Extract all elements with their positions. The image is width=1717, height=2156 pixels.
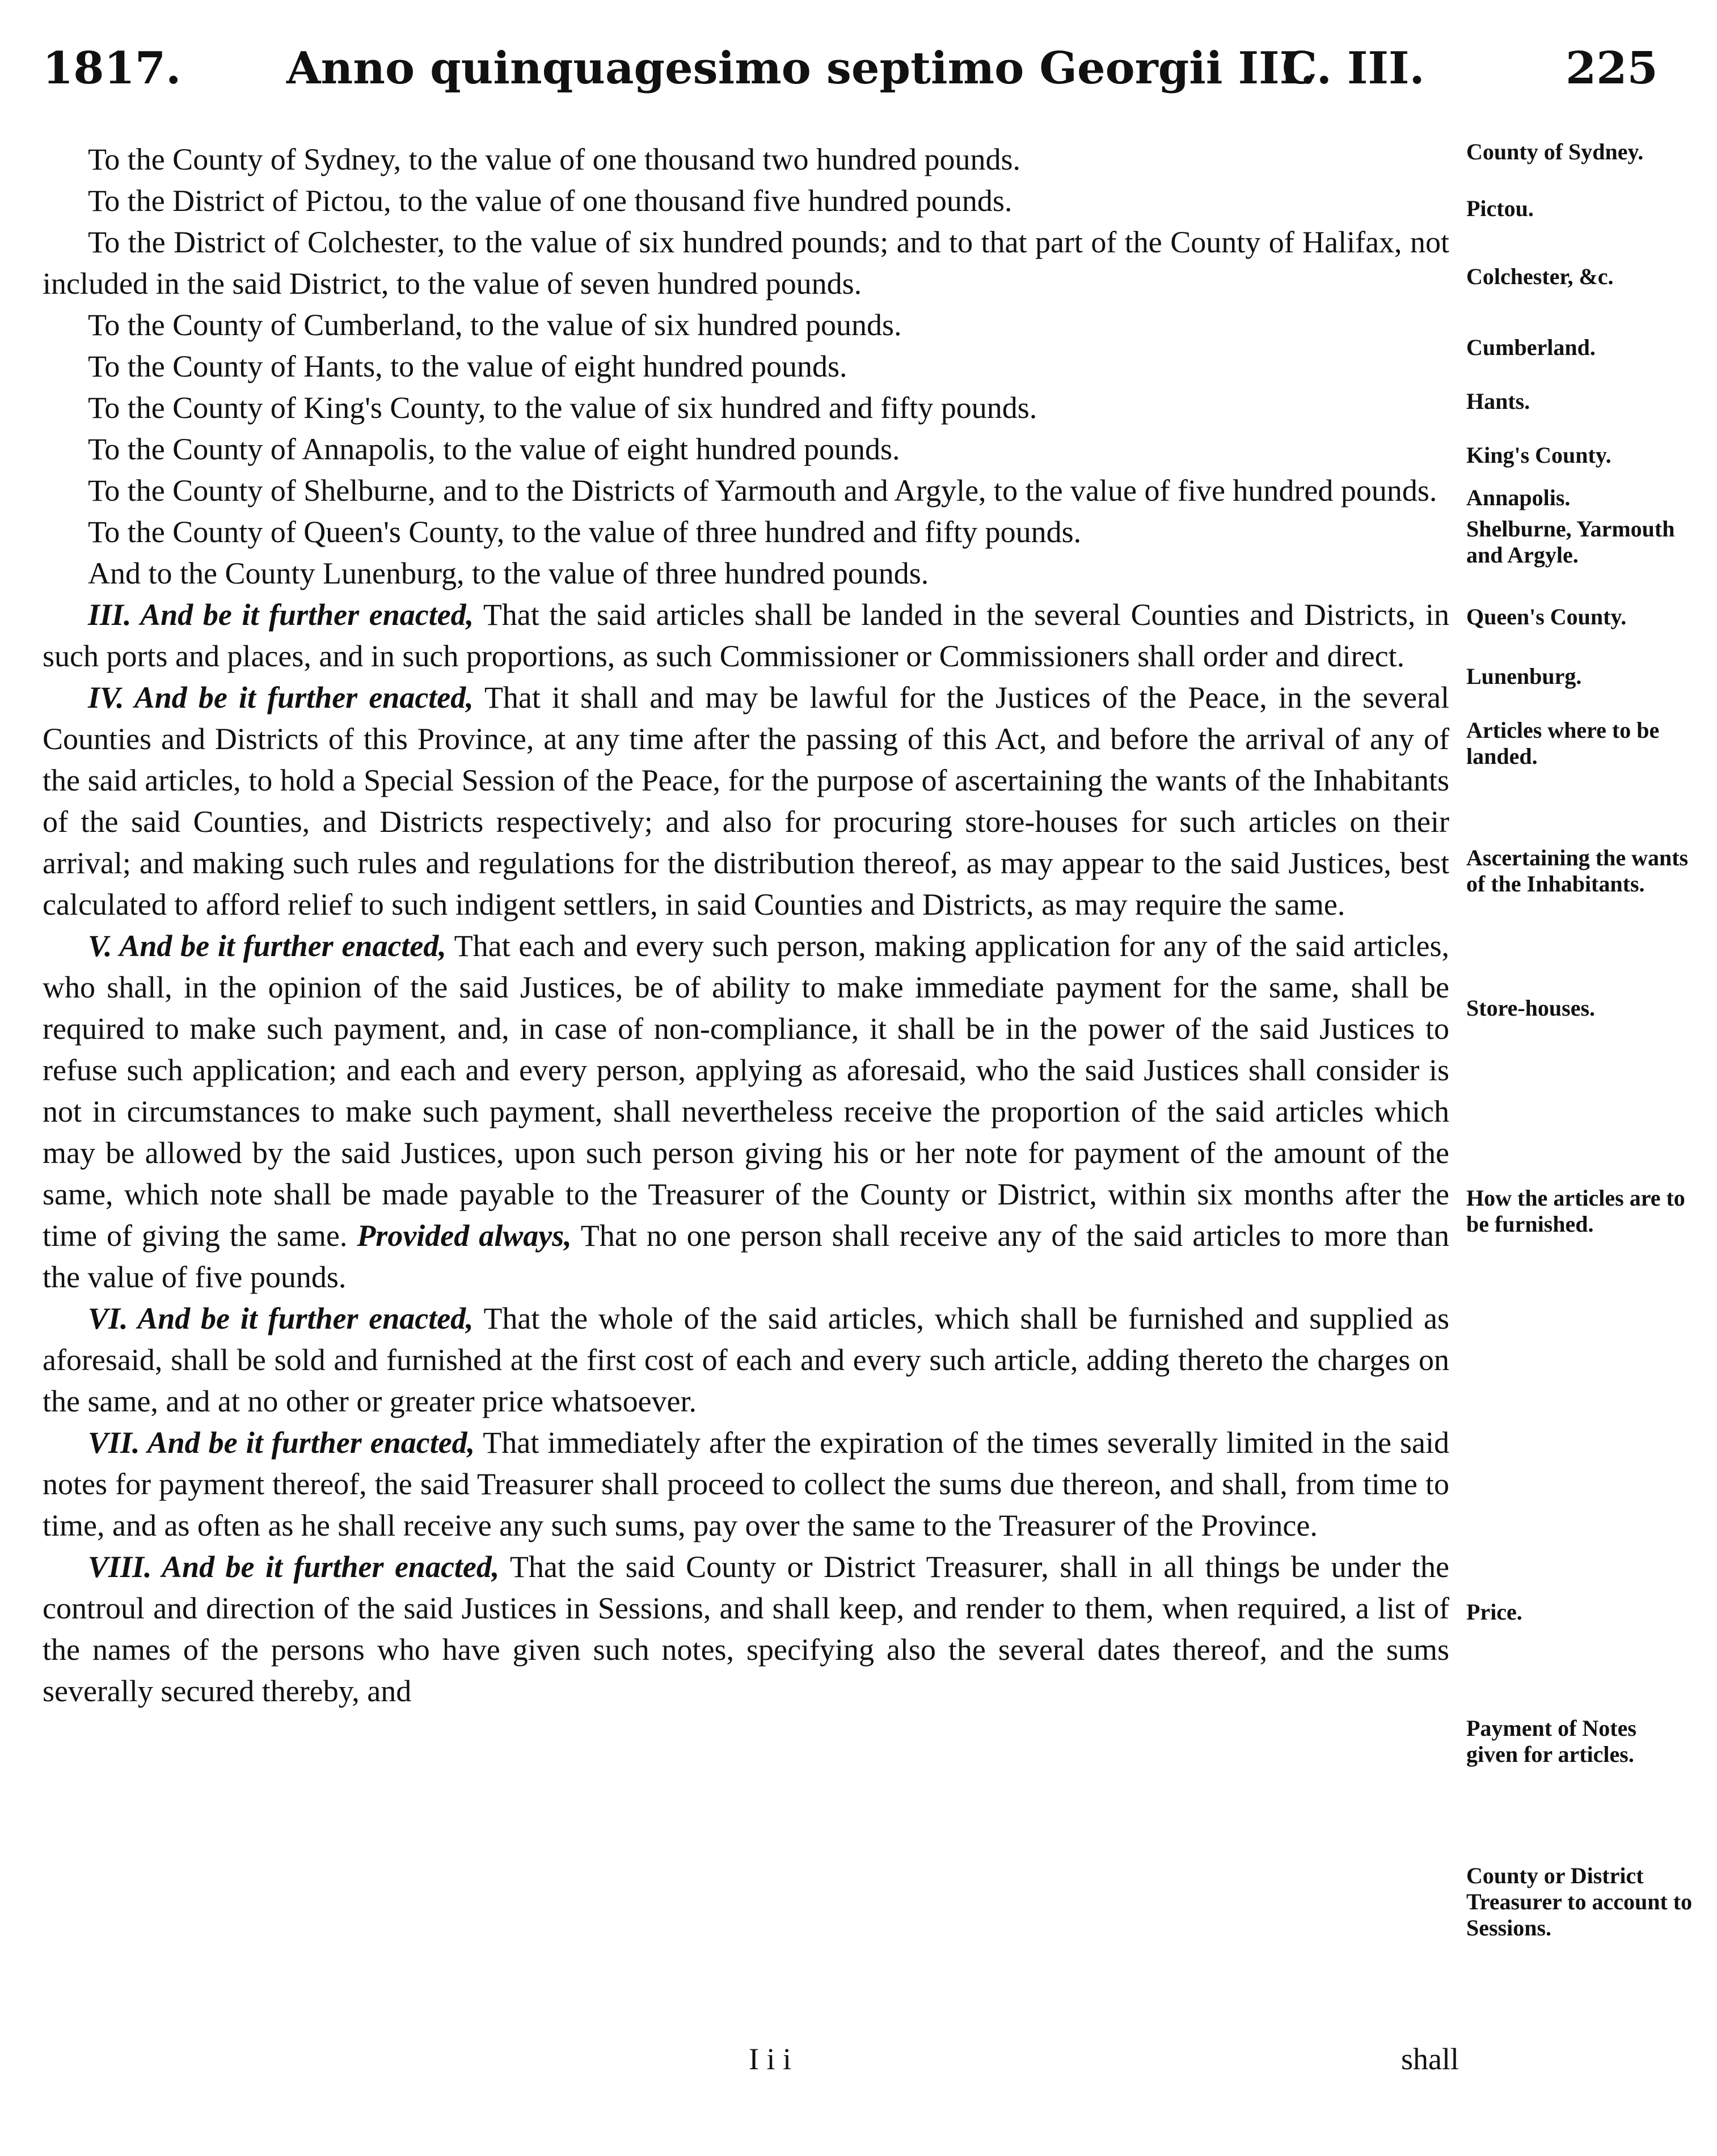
section-viii (43, 1546, 1449, 1712)
margin-note: County or District Treasurer to account to Sessions. (1466, 1863, 1693, 1941)
county-line: To the County of Queen's County, to the value of three hundred and fifty pounds. (88, 515, 1082, 549)
county-line: To the County of Shelburne, and to the Districts of Yarmouth and Argyle, to the value of five hundred pounds. (88, 474, 1437, 508)
county-line: To the County of Hants, to the value of eight hundred pounds. (88, 349, 847, 383)
margin-note: Ascertaining the wants of the Inhabitants. (1466, 845, 1689, 897)
page-footer (0, 2041, 1717, 2087)
section-text: That each and every such person, making application for any of the said articles, who shall, in the opinion of the said Justices, be of ability to make immediate payment for the same, shall be required to make such payment, and, in case of non-compliance, it shall be in the power of the said Justices to refuse such application; and each and every person, applying as aforesaid, who the said Justices shall consider is not in circumstances to make such payment, shall nevertheless receive the proportion of the said articles which may be allowed by the said Justices, upon such person giving his or her note for payment of the amount of the same, which note shall be made payable to the Treasurer of the County or District, within six months after the time of giving the same. (43, 929, 1449, 1253)
page-number: 225 (1566, 43, 1658, 94)
section-text: That the whole of the said articles, which shall be furnished and supplied as aforesaid, shall be sold and furnished at the first cost of each and every such article, adding thereto the charges on the same, and at no other or greater price whatsoever. (43, 1301, 1449, 1418)
margin-note: County of Sydney. (1466, 139, 1644, 164)
section-v (43, 925, 1449, 1298)
proviso-text: That no one person shall receive any of the said articles to more than the value of five pounds. (43, 1219, 1450, 1294)
margin-note: Store-houses. (1466, 995, 1596, 1021)
header-chapter: C. III. (1282, 43, 1425, 94)
margin-note: Payment of Notes given for articles. (1466, 1715, 1636, 1767)
county-line: To the County of Cumberland, to the value of six hundred pounds. (88, 308, 902, 342)
county-line: And to the County Lunenburg, to the value of three hundred pounds. (88, 556, 929, 590)
county-line: To the District of Pictou, to the value of one thousand five hundred pounds. (88, 184, 1013, 218)
margin-note: Pictou. (1466, 196, 1534, 221)
section-iv (43, 677, 1449, 925)
section-lead: VIII. And be it further enacted, (88, 1550, 500, 1584)
margin-note: Lunenburg. (1466, 663, 1582, 689)
margin-note: Shelburne, Yarmouth and Argyle. (1466, 516, 1675, 568)
header-year: 1817. (43, 43, 182, 94)
county-line: To the County of King's County, to the value of six hundred and fifty pounds. (88, 391, 1037, 425)
margin-note: Cumberland. (1466, 335, 1596, 360)
county-line: To the District of Colchester, to the value of six hundred pounds; and to that part of the County of Halifax, not included in the said District, to the value of seven hundred pounds. (43, 225, 1449, 301)
margin-note: Price. (1466, 1599, 1522, 1625)
county-line: To the County of Sydney, to the value of one thousand two hundred pounds. (88, 142, 1020, 176)
margin-note: Articles where to be landed. (1466, 717, 1660, 769)
section-text: That it shall and may be lawful for the Justices of the Peace, in the several Counties and Districts of this Province, at any time after the passing of this Act, and before the arrival of any of the said articles, to hold a Special Session of the Peace, for the purpose of ascertaining the wants of the Inhabitants of the said Counties, and Districts respectively; and also for procuring store-houses for such articles on their arrival; and making such rules and regulations for the distribution thereof, as may appear to the said Justices, best calculated to afford relief to such indigent settlers, in said Counties and Districts, as may require the same. (43, 680, 1449, 921)
section-iii (43, 594, 1449, 677)
margin-note: King's County. (1466, 442, 1611, 468)
margin-note: Annapolis. (1466, 485, 1571, 510)
header-title: Anno quinquagesimo septimo Georgii III. (286, 43, 1316, 94)
section-lead: IV. And be it further enacted, (88, 680, 474, 715)
margin-note: Colchester, &c. (1466, 264, 1614, 289)
section-lead: VI. And be it further enacted, (88, 1301, 474, 1335)
signature-mark: I i i (749, 2042, 791, 2076)
catchword: shall (1401, 2042, 1459, 2076)
margin-note: Queen's County. (1466, 604, 1627, 629)
section-text: That immediately after the expiration of the times severally limited in the said notes for payment thereof, the said Treasurer shall proceed to collect the sums due thereon, and shall, from time to time, and as often as he shall receive any such sums, pay over the same to the Treasurer of the Province. (43, 1426, 1449, 1542)
proviso-lead: Provided always, (357, 1219, 572, 1253)
margin-note: Hants. (1466, 388, 1530, 414)
section-lead: III. And be it further enacted, (88, 598, 474, 632)
section-text: That the said County or District Treasurer, shall in all things be under the controul and direction of the said Justices in Sessions, and shall keep, and render to them, when required, a list of the names of the persons who have given such notes, specifying also the several dates thereof, and the sums severally secured thereby, and (43, 1550, 1449, 1708)
section-lead: V. And be it further enacted, (88, 929, 446, 963)
county-line: To the County of Annapolis, to the value of eight hundred pounds. (88, 432, 900, 466)
section-vi (43, 1298, 1449, 1422)
running-header (0, 31, 1717, 116)
section-lead: VII. And be it further enacted, (88, 1426, 475, 1460)
margin-note: How the articles are to be furnished. (1466, 1185, 1685, 1237)
section-vii (43, 1422, 1449, 1546)
body-text (43, 139, 1449, 1712)
section-text: That the said articles shall be landed in the several Counties and Districts, in such ports and places, and in such proportions, as such Commissioner or Commissioners shall order and direct. (43, 598, 1449, 673)
